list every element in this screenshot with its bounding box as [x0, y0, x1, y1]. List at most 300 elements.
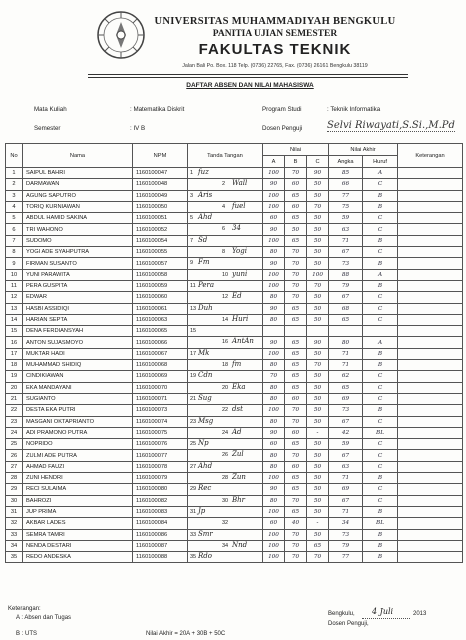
program-value: : Teknik Informatika	[327, 106, 381, 113]
final-grade: B	[363, 529, 398, 540]
table-row	[6, 168, 463, 179]
student-name: CINDIKIAWAN	[23, 371, 133, 382]
score-a: 100	[263, 552, 285, 563]
examiner-value: Selvi Riwayati,S.Si.,M.Pd	[327, 120, 455, 131]
signature-cell	[188, 213, 263, 224]
score-c: 50	[307, 179, 329, 190]
final-score: 68	[329, 303, 363, 314]
signature-number: 3	[190, 192, 194, 199]
student-name: NOPRIDO	[23, 439, 133, 450]
final-score: 59	[329, 439, 363, 450]
remarks-cell	[398, 473, 463, 484]
student-npm: 1160100061	[133, 303, 188, 314]
student-name: NENDA DESTARI	[23, 540, 133, 551]
table-row	[6, 461, 463, 472]
final-score: 67	[329, 416, 363, 427]
signature-scribble: Eka	[232, 382, 246, 391]
row-number: 17	[6, 348, 23, 359]
score-c: 50	[307, 473, 329, 484]
university-logo-icon	[96, 10, 146, 60]
signature-cell	[188, 258, 263, 269]
remarks-cell	[398, 224, 463, 235]
score-b: 65	[285, 303, 307, 314]
student-name: ZUNI HENDRI	[23, 473, 133, 484]
row-number: 30	[6, 495, 23, 506]
remarks-cell	[398, 213, 463, 224]
remarks-cell	[398, 201, 463, 212]
final-grade: C	[363, 314, 398, 325]
signature-cell	[188, 529, 263, 540]
table-row	[6, 360, 463, 371]
final-score: 71	[329, 360, 363, 371]
student-npm: 1160100078	[133, 461, 188, 472]
row-number: 18	[6, 360, 23, 371]
signature-number: 29	[190, 486, 197, 493]
table-row	[6, 201, 463, 212]
signature-number: 4	[222, 203, 226, 210]
final-score: 73	[329, 258, 363, 269]
col-name-header: Nama	[23, 144, 133, 168]
score-b: 70	[285, 292, 307, 303]
remarks-cell	[398, 552, 463, 563]
score-a: 80	[263, 416, 285, 427]
row-number: 28	[6, 473, 23, 484]
signature-number: 9	[190, 260, 194, 267]
student-npm: 1160100057	[133, 258, 188, 269]
student-name: SUGIANTO	[23, 393, 133, 404]
final-score: 75	[329, 201, 363, 212]
signature-scribble: Jp	[198, 506, 206, 515]
signature-cell	[188, 405, 263, 416]
student-name: MUHAMMAD SHIDIQ	[23, 360, 133, 371]
signature-cell	[188, 224, 263, 235]
signature-number: 15	[190, 328, 197, 335]
remarks-cell	[398, 427, 463, 438]
row-number: 7	[6, 235, 23, 246]
signature-cell	[188, 552, 263, 563]
score-c: 50	[307, 439, 329, 450]
score-b: 70	[285, 416, 307, 427]
final-grade: A	[363, 168, 398, 179]
course-value: : Matematika Diskrit	[130, 106, 185, 113]
final-grade: B	[363, 348, 398, 359]
remarks-cell	[398, 495, 463, 506]
signature-cell	[188, 269, 263, 280]
row-number: 34	[6, 540, 23, 551]
signature-scribble: Smr	[198, 529, 213, 538]
signature-scribble: Nnd	[232, 540, 248, 549]
score-a: 90	[263, 258, 285, 269]
final-grade: C	[363, 393, 398, 404]
score-b: 65	[285, 371, 307, 382]
remarks-cell	[398, 461, 463, 472]
table-row	[6, 540, 463, 551]
score-a: 90	[263, 427, 285, 438]
score-c: 50	[307, 393, 329, 404]
signature-number: 33	[190, 531, 197, 538]
student-npm: 1160100071	[133, 393, 188, 404]
score-b: 65	[285, 484, 307, 495]
row-number: 33	[6, 529, 23, 540]
score-b: 70	[285, 450, 307, 461]
final-score: 73	[329, 529, 363, 540]
row-number: 10	[6, 269, 23, 280]
committee-name: PANITIA UJIAN SEMESTER	[212, 29, 338, 39]
remarks-cell	[398, 540, 463, 551]
table-row	[6, 529, 463, 540]
score-c: 50	[307, 382, 329, 393]
student-npm: 1160100076	[133, 439, 188, 450]
score-c: 90	[307, 168, 329, 179]
signature-scribble: Ed	[232, 292, 242, 301]
table-row	[6, 552, 463, 563]
signature-cell	[188, 292, 263, 303]
score-a: 90	[263, 179, 285, 190]
table-row	[6, 235, 463, 246]
score-c: 50	[307, 461, 329, 472]
row-number: 23	[6, 416, 23, 427]
student-npm: 1160100077	[133, 450, 188, 461]
student-npm: 1160100052	[133, 224, 188, 235]
signature-scribble: Pera	[198, 280, 215, 289]
signature-scribble: Rdo	[198, 552, 212, 561]
signature-cell	[188, 393, 263, 404]
student-npm: 1160100058	[133, 269, 188, 280]
col-b-header: B	[285, 156, 307, 168]
final-score: 77	[329, 552, 363, 563]
score-b: 40	[285, 518, 307, 529]
student-name: ADI PRAMONO PUTRA	[23, 427, 133, 438]
final-grade: BL	[363, 518, 398, 529]
signature-number: 23	[190, 418, 197, 425]
score-a: 90	[263, 337, 285, 348]
student-name: SUDOMO	[23, 235, 133, 246]
table-row	[6, 506, 463, 517]
row-number: 2	[6, 179, 23, 190]
signature-cell	[188, 382, 263, 393]
final-score: 80	[329, 337, 363, 348]
remarks-cell	[398, 529, 463, 540]
row-number: 27	[6, 461, 23, 472]
score-b: 60	[285, 461, 307, 472]
final-score: 69	[329, 484, 363, 495]
table-row	[6, 314, 463, 325]
signature-number: 19	[190, 373, 197, 380]
student-name: AGUNG SAPUTRO	[23, 190, 133, 201]
student-npm: 1160100070	[133, 382, 188, 393]
final-grade: C	[363, 461, 398, 472]
student-name: AKBAR LADES	[23, 518, 133, 529]
col-c-header: C	[307, 156, 329, 168]
signature-cell	[188, 326, 263, 337]
score-a: 90	[263, 303, 285, 314]
table-row	[6, 224, 463, 235]
col-a-header: A	[263, 156, 285, 168]
final-grade: C	[363, 371, 398, 382]
score-b: 60	[285, 179, 307, 190]
student-npm: 1160100050	[133, 201, 188, 212]
student-npm: 1160100086	[133, 529, 188, 540]
score-c: 50	[307, 405, 329, 416]
signature-scribble: Np	[198, 439, 209, 448]
score-b: 65	[285, 348, 307, 359]
signature-number: 35	[190, 554, 197, 561]
signature-scribble: Yogi	[232, 247, 247, 256]
final-score: 73	[329, 405, 363, 416]
score-c: 50	[307, 506, 329, 517]
row-number: 32	[6, 518, 23, 529]
signature-number: 26	[222, 452, 229, 459]
signature-cell	[188, 348, 263, 359]
student-name: YOGI ADE SYAHPUTRA	[23, 247, 133, 258]
signature-cell	[188, 168, 263, 179]
final-grade: B	[363, 235, 398, 246]
row-number: 35	[6, 552, 23, 563]
program-label: Program Studi	[262, 106, 302, 113]
score-c: 50	[307, 495, 329, 506]
signature-number: 1	[190, 170, 194, 176]
final-grade: B	[363, 360, 398, 371]
final-score: 62	[329, 371, 363, 382]
remarks-cell	[398, 190, 463, 201]
final-grade: C	[363, 416, 398, 427]
score-c: 50	[307, 371, 329, 382]
score-a: 100	[263, 168, 285, 179]
col-huruf-header: Huruf	[363, 156, 398, 168]
signature-scribble: yuni	[232, 269, 248, 278]
signature-cell	[188, 280, 263, 291]
score-a: 100	[263, 473, 285, 484]
final-grade: B	[363, 405, 398, 416]
signature-cell	[188, 427, 263, 438]
remarks-cell	[398, 371, 463, 382]
table-row	[6, 518, 463, 529]
table-row	[6, 258, 463, 269]
remarks-cell	[398, 280, 463, 291]
signature-cell	[188, 314, 263, 325]
score-a: 60	[263, 439, 285, 450]
signature-number: 10	[222, 271, 229, 278]
grades-table-body	[6, 168, 463, 563]
student-name: BAHROZI	[23, 495, 133, 506]
score-b: 60	[285, 201, 307, 212]
signature-number: 6	[222, 226, 226, 233]
score-b: 65	[285, 314, 307, 325]
signature-number: 21	[190, 395, 197, 402]
score-a: 100	[263, 235, 285, 246]
remarks-cell	[398, 416, 463, 427]
student-npm: 1160100055	[133, 247, 188, 258]
student-npm: 1160100083	[133, 506, 188, 517]
score-a: 90	[263, 484, 285, 495]
final-score: 67	[329, 495, 363, 506]
row-number: 24	[6, 427, 23, 438]
row-number: 11	[6, 280, 23, 291]
signature-number: 2	[222, 181, 226, 188]
signature-number: 11	[190, 282, 196, 289]
remarks-cell	[398, 247, 463, 258]
signature-number: 31	[190, 508, 197, 515]
student-npm: 1160100084	[133, 518, 188, 529]
student-npm: 1160100068	[133, 360, 188, 371]
signature-cell	[188, 461, 263, 472]
score-a: 80	[263, 292, 285, 303]
remarks-cell	[398, 518, 463, 529]
signature-scribble: fuz	[198, 168, 209, 176]
table-row	[6, 382, 463, 393]
remarks-cell	[398, 258, 463, 269]
student-npm: 1160100059	[133, 280, 188, 291]
signature-number: 14	[222, 316, 229, 323]
score-c: 50	[307, 258, 329, 269]
row-number: 31	[6, 506, 23, 517]
signature-cell	[188, 473, 263, 484]
student-npm: 1160100060	[133, 292, 188, 303]
student-name: EDWAR	[23, 292, 133, 303]
score-a: 90	[263, 224, 285, 235]
university-name: UNIVERSITAS MUHAMMADIYAH BENGKULU	[154, 16, 396, 27]
final-grade: A	[363, 337, 398, 348]
student-name: RECI SULAIMA	[23, 484, 133, 495]
signature-scribble: Msg	[198, 416, 214, 425]
col-nilai-header: Nilai	[263, 144, 329, 156]
score-a	[263, 326, 285, 337]
table-row	[6, 292, 463, 303]
examiner-label: Dosen Penguji	[262, 125, 303, 132]
score-a: 100	[263, 190, 285, 201]
final-grade: B	[363, 473, 398, 484]
score-a: 100	[263, 405, 285, 416]
final-grade: C	[363, 303, 398, 314]
signature-cell	[188, 518, 263, 529]
row-number: 1	[6, 168, 23, 179]
student-name: SEMRA TAMRI	[23, 529, 133, 540]
student-name: TRI WAHONO	[23, 224, 133, 235]
signature-number: 34	[222, 542, 229, 549]
signature-number: 27	[190, 463, 197, 470]
row-number: 4	[6, 201, 23, 212]
col-npm-header: NPM	[133, 144, 188, 168]
final-score: 67	[329, 247, 363, 258]
final-grade: C	[363, 439, 398, 450]
signature-scribble: Rec	[198, 484, 212, 493]
score-a: 100	[263, 529, 285, 540]
score-b: 65	[285, 439, 307, 450]
signature-scribble: Duh	[198, 303, 213, 312]
student-npm: 1160100047	[133, 168, 188, 179]
remarks-cell	[398, 382, 463, 393]
signature-number: 20	[222, 384, 229, 391]
score-b	[285, 326, 307, 337]
table-row	[6, 337, 463, 348]
final-score: 71	[329, 235, 363, 246]
table-row	[6, 303, 463, 314]
row-number: 26	[6, 450, 23, 461]
header-divider-thin	[88, 77, 408, 78]
signature-cell	[188, 235, 263, 246]
signature-scribble: Zun	[232, 473, 246, 482]
signature-cell	[188, 190, 263, 201]
score-b: 70	[285, 552, 307, 563]
row-number: 5	[6, 213, 23, 224]
score-a: 100	[263, 540, 285, 551]
signature-scribble: fuel	[232, 201, 246, 210]
row-number: 21	[6, 393, 23, 404]
final-score: 66	[329, 179, 363, 190]
student-npm: 1160100051	[133, 213, 188, 224]
table-row	[6, 247, 463, 258]
formula: Nilai Akhir = 20A + 30B + 50C	[146, 631, 226, 637]
signature-scribble: Bhr	[232, 495, 245, 504]
signature-cell	[188, 540, 263, 551]
score-c: 70	[307, 201, 329, 212]
score-b: 70	[285, 168, 307, 179]
remarks-cell	[398, 168, 463, 179]
final-score: 67	[329, 450, 363, 461]
student-npm: 1160100049	[133, 190, 188, 201]
student-name: EKA MANDAYANI	[23, 382, 133, 393]
score-b: 65	[285, 473, 307, 484]
student-npm: 1160100074	[133, 416, 188, 427]
remarks-cell	[398, 360, 463, 371]
final-score: 63	[329, 224, 363, 235]
remarks-cell	[398, 292, 463, 303]
signature-cell	[188, 371, 263, 382]
row-number: 16	[6, 337, 23, 348]
table-row	[6, 427, 463, 438]
remarks-cell	[398, 235, 463, 246]
signature-cell	[188, 416, 263, 427]
final-grade: B	[363, 540, 398, 551]
final-score: 42	[329, 427, 363, 438]
signature-cell	[188, 495, 263, 506]
student-npm: 1160100080	[133, 484, 188, 495]
final-grade: C	[363, 179, 398, 190]
signature-scribble: Ahd	[198, 461, 213, 470]
student-name: TORIQ KURNIAWAN	[23, 201, 133, 212]
score-c: 50	[307, 416, 329, 427]
signature-cell	[188, 179, 263, 190]
final-grade: C	[363, 224, 398, 235]
student-name: DENA FERDIANSYAH	[23, 326, 133, 337]
final-grade: B	[363, 258, 398, 269]
signature-number: 24	[222, 429, 229, 436]
student-npm: 1160100048	[133, 179, 188, 190]
score-c: 50	[307, 303, 329, 314]
score-a: 80	[263, 247, 285, 258]
student-name: MUKTAR HADI	[23, 348, 133, 359]
signature-number: 25	[190, 441, 197, 448]
score-a: 80	[263, 314, 285, 325]
remarks-cell	[398, 314, 463, 325]
student-npm: 1160100063	[133, 314, 188, 325]
signature-scribble: dst	[232, 405, 243, 414]
student-name: HARIAN SEPTA	[23, 314, 133, 325]
legend-title: Keterangan:	[8, 606, 41, 612]
score-c: 50	[307, 224, 329, 235]
signature-scribble: Aris	[198, 190, 213, 199]
score-b: 65	[285, 235, 307, 246]
final-grade: B	[363, 201, 398, 212]
score-c: 50	[307, 235, 329, 246]
final-score: 59	[329, 213, 363, 224]
table-row	[6, 405, 463, 416]
score-a: 70	[263, 371, 285, 382]
table-row	[6, 213, 463, 224]
table-row	[6, 371, 463, 382]
remarks-cell	[398, 439, 463, 450]
col-signature-header: Tanda Tangan	[188, 144, 263, 168]
